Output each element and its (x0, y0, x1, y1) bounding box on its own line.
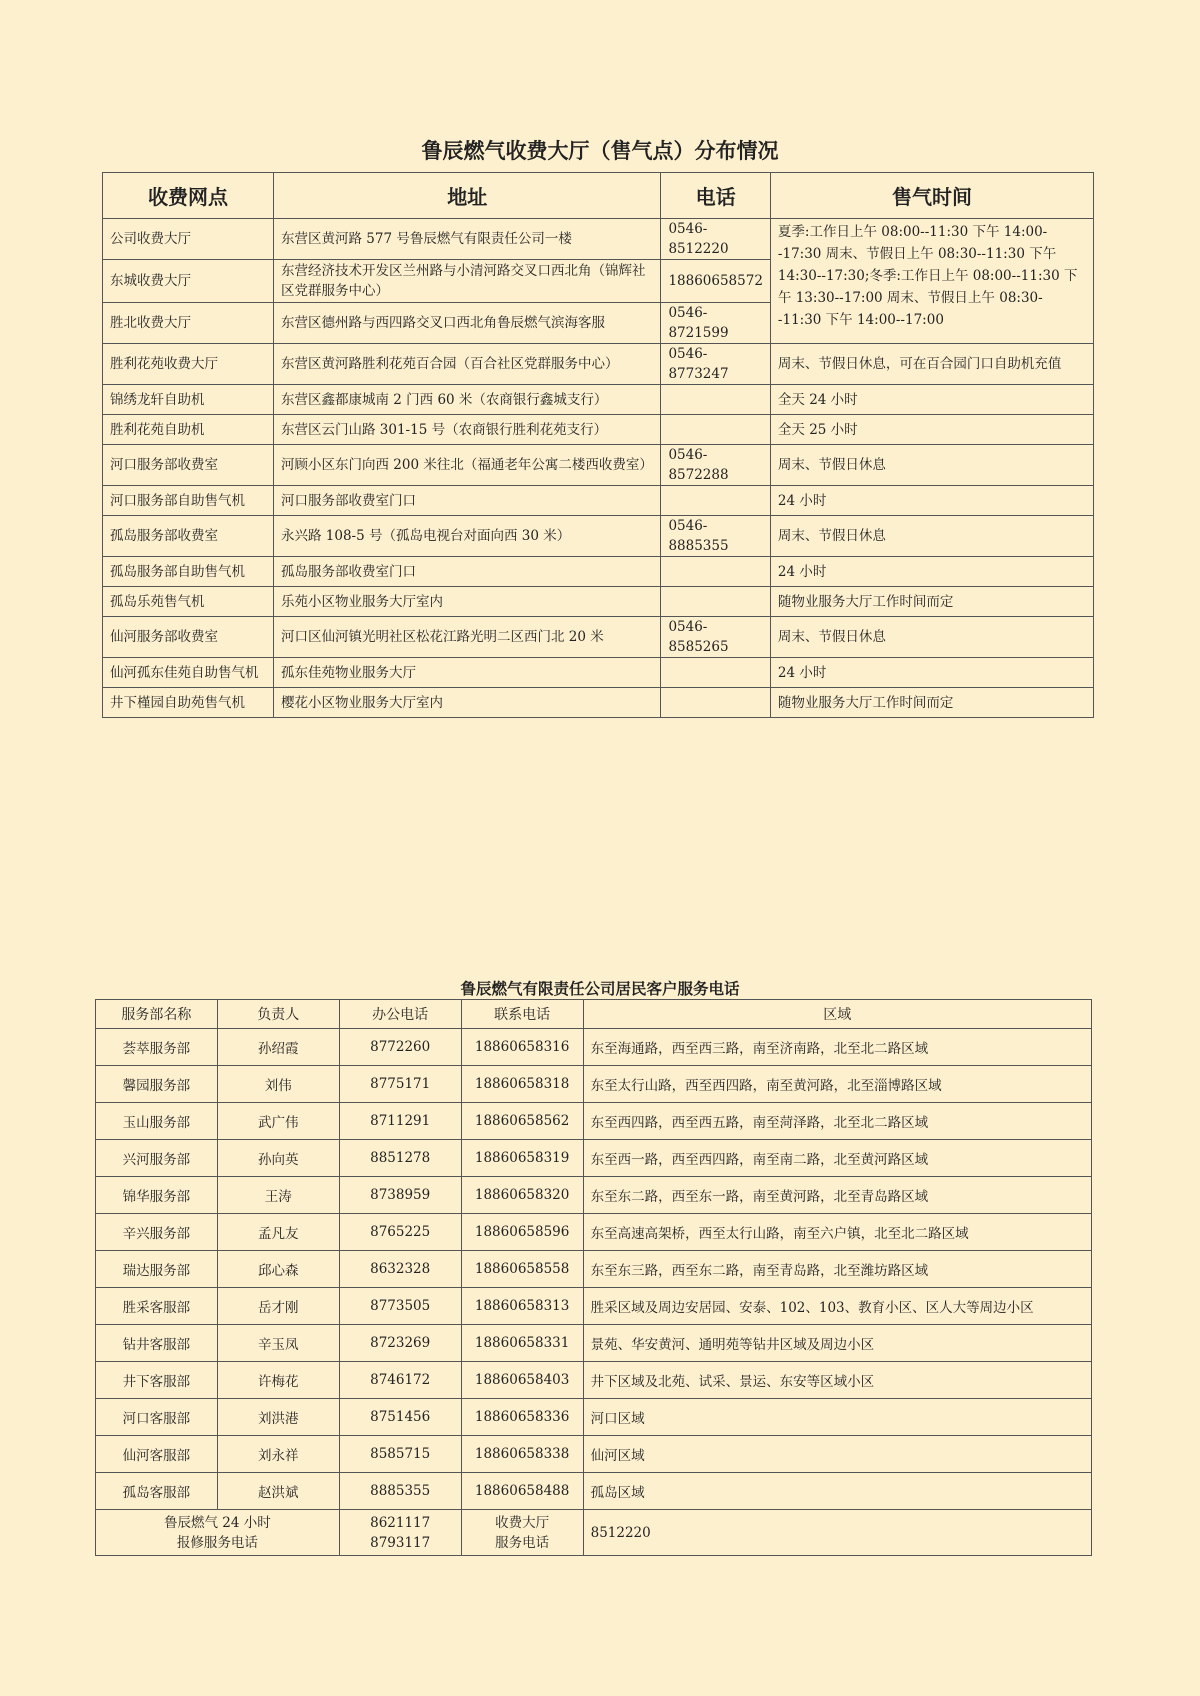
header-contact-phone: 联系电话 (461, 1000, 583, 1029)
repair-phone-1: 8621117 (370, 1514, 431, 1531)
manager-name: 武广伟 (217, 1103, 339, 1140)
manager-name: 刘永祥 (217, 1436, 339, 1473)
service-area: 景苑、华安黄河、通明苑等钻井区域及周边小区 (583, 1325, 1091, 1362)
outlet-address: 东营区云门山路 301-15 号（农商银行胜利花苑支行） (273, 415, 660, 445)
manager-name: 赵洪斌 (217, 1473, 339, 1510)
dept-name: 胜采客服部 (96, 1288, 218, 1325)
contact-phone: 18860658319 (461, 1140, 583, 1177)
service-header-row (96, 1000, 1092, 1029)
header-outlet: 收费网点 (103, 173, 274, 219)
table-row (96, 1325, 1092, 1362)
contact-phone: 18860658558 (461, 1251, 583, 1288)
table-row (96, 1177, 1092, 1214)
dept-name: 井下客服部 (96, 1362, 218, 1399)
dept-name: 钻井客服部 (96, 1325, 218, 1362)
service-area: 东至太行山路，西至西四路，南至黄河路，北至淄博路区域 (583, 1066, 1091, 1103)
service-area: 孤岛区域 (583, 1473, 1091, 1510)
manager-name: 许梅花 (217, 1362, 339, 1399)
office-phone: 8772260 (339, 1029, 461, 1066)
outlet-address: 孤东佳苑物业服务大厅 (273, 658, 660, 688)
manager-name: 孟凡友 (217, 1214, 339, 1251)
table-row (96, 1251, 1092, 1288)
contact-phone: 18860658318 (461, 1066, 583, 1103)
service-title: 鲁辰燃气有限责任公司居民客户服务电话 (460, 979, 740, 998)
outlet-phone: 0546-8721599 (661, 303, 770, 344)
outlet-hours: 全天 25 小时 (770, 415, 1093, 445)
dept-name: 馨园服务部 (96, 1066, 218, 1103)
outlet-address: 永兴路 108-5 号（孤岛电视台对面向西 30 米） (273, 516, 660, 557)
outlet-phone: 0546-8585265 (661, 617, 770, 658)
outlet-name: 胜北收费大厅 (103, 303, 274, 344)
outlet-phone: 0546-8885355 (661, 516, 770, 557)
contact-phone: 18860658338 (461, 1436, 583, 1473)
hall-phone: 8512220 (583, 1510, 1091, 1556)
outlet-hours: 周末、节假日休息 (770, 516, 1093, 557)
outlet-address: 河顾小区东门向西 200 米往北（福通老年公寓二楼西收费室） (273, 445, 660, 486)
office-phone: 8773505 (339, 1288, 461, 1325)
outlet-phone: 18860658572 (661, 260, 770, 303)
office-phone: 8585715 (339, 1436, 461, 1473)
service-area: 东至高速高架桥，西至太行山路，南至六户镇，北至北二路区域 (583, 1214, 1091, 1251)
manager-name: 刘伟 (217, 1066, 339, 1103)
dept-name: 瑞达服务部 (96, 1251, 218, 1288)
service-area: 井下区域及北苑、试采、景运、东安等区域小区 (583, 1362, 1091, 1399)
outlet-name: 河口服务部自助售气机 (103, 486, 274, 516)
outlet-name: 仙河孤东佳苑自助售气机 (103, 658, 274, 688)
office-phone: 8723269 (339, 1325, 461, 1362)
outlet-name: 东城收费大厅 (103, 260, 274, 303)
service-area: 东至西四路，西至西五路，南至菏泽路，北至北二路区域 (583, 1103, 1091, 1140)
service-area: 东至东二路，西至东一路，南至黄河路，北至青岛路区域 (583, 1177, 1091, 1214)
footer-row (96, 1510, 1092, 1556)
outlet-address: 河口区仙河镇光明社区松花江路光明二区西门北 20 米 (273, 617, 660, 658)
outlet-hours: 24 小时 (770, 486, 1093, 516)
outlet-phone: 0546-8572288 (661, 445, 770, 486)
outlet-hours: 全天 24 小时 (770, 385, 1093, 415)
header-dept: 服务部名称 (96, 1000, 218, 1029)
contact-phone: 18860658331 (461, 1325, 583, 1362)
contact-phone: 18860658488 (461, 1473, 583, 1510)
outlet-name: 孤岛服务部收费室 (103, 516, 274, 557)
outlet-name: 仙河服务部收费室 (103, 617, 274, 658)
outlet-phone (661, 415, 770, 445)
outlet-hours: 24 小时 (770, 557, 1093, 587)
outlet-address: 东营区鑫都康城南 2 门西 60 米（农商银行鑫城支行） (273, 385, 660, 415)
manager-name: 孙向英 (217, 1140, 339, 1177)
outlet-name: 胜利花苑收费大厅 (103, 344, 274, 385)
office-phone: 8765225 (339, 1214, 461, 1251)
hall-phone-label (461, 1510, 583, 1556)
contact-phone: 18860658403 (461, 1362, 583, 1399)
office-phone: 8632328 (339, 1251, 461, 1288)
table-row (96, 1066, 1092, 1103)
repair-hotline-label (96, 1510, 340, 1556)
outlets-table (102, 172, 1094, 718)
header-office-phone: 办公电话 (339, 1000, 461, 1029)
dept-name: 锦华服务部 (96, 1177, 218, 1214)
table-row (96, 1288, 1092, 1325)
outlet-phone: 0546-8512220 (661, 219, 770, 260)
contact-phone: 18860658336 (461, 1399, 583, 1436)
dept-name: 兴河服务部 (96, 1140, 218, 1177)
contact-phone: 18860658596 (461, 1214, 583, 1251)
outlet-phone (661, 385, 770, 415)
table-row (103, 219, 1094, 260)
outlet-shared-hours: 夏季:工作日上午 08:00--11:30 下午 14:00--17:30 周末、节假日上午 08:30--11:30 下午 14:30--17:30;冬季:工作日上午 08:00--11:30 下午 13:30--17:00 周末、节假日上午 08:30--11:30 下午 14:00--17:00 (770, 219, 1093, 344)
hall-label-line1: 收费大厅 (495, 1514, 550, 1531)
contact-phone: 18860658320 (461, 1177, 583, 1214)
header-phone: 电话 (661, 173, 770, 219)
outlet-address: 乐苑小区物业服务大厅室内 (273, 587, 660, 617)
contact-phone: 18860658313 (461, 1288, 583, 1325)
office-phone: 8738959 (339, 1177, 461, 1214)
outlet-hours: 周末、节假日休息 (770, 617, 1093, 658)
outlet-hours: 24 小时 (770, 658, 1093, 688)
outlet-phone (661, 658, 770, 688)
table-row (96, 1140, 1092, 1177)
outlet-name: 井下槿园自助苑售气机 (103, 688, 274, 718)
contact-phone: 18860658316 (461, 1029, 583, 1066)
contact-phone: 18860658562 (461, 1103, 583, 1140)
dept-name: 孤岛客服部 (96, 1473, 218, 1510)
manager-name: 岳才刚 (217, 1288, 339, 1325)
office-phone: 8751456 (339, 1399, 461, 1436)
outlet-address: 樱花小区物业服务大厅室内 (273, 688, 660, 718)
office-phone: 8775171 (339, 1066, 461, 1103)
manager-name: 辛玉凤 (217, 1325, 339, 1362)
service-area: 胜采区域及周边安居园、安泰、102、103、教育小区、区人大等周边小区 (583, 1288, 1091, 1325)
outlet-phone (661, 486, 770, 516)
manager-name: 刘洪港 (217, 1399, 339, 1436)
table-row (103, 344, 1094, 385)
table-row (96, 1362, 1092, 1399)
table-row (96, 1029, 1092, 1066)
service-area: 仙河区域 (583, 1436, 1091, 1473)
header-address: 地址 (273, 173, 660, 219)
outlet-name: 河口服务部收费室 (103, 445, 274, 486)
outlet-address: 东营区德州路与西四路交叉口西北角鲁辰燃气滨海客服 (273, 303, 660, 344)
service-area: 东至海通路，西至西三路，南至济南路，北至北二路区域 (583, 1029, 1091, 1066)
manager-name: 王涛 (217, 1177, 339, 1214)
outlet-hours: 周末、节假日休息 (770, 445, 1093, 486)
outlet-name: 锦绣龙轩自助机 (103, 385, 274, 415)
outlet-phone (661, 557, 770, 587)
outlet-hours: 随物业服务大厅工作时间而定 (770, 587, 1093, 617)
repair-label-line2: 报修服务电话 (176, 1534, 258, 1551)
table-row (96, 1103, 1092, 1140)
dept-name: 辛兴服务部 (96, 1214, 218, 1251)
manager-name: 孙绍霞 (217, 1029, 339, 1066)
outlets-title: 鲁辰燃气收费大厅（售气点）分布情况 (421, 138, 779, 163)
dept-name: 仙河客服部 (96, 1436, 218, 1473)
service-area: 东至东三路，西至东二路，南至青岛路，北至潍坊路区域 (583, 1251, 1091, 1288)
repair-phone-2: 8793117 (370, 1534, 431, 1551)
table-row (103, 516, 1094, 557)
outlet-address: 河口服务部收费室门口 (273, 486, 660, 516)
table-row (103, 445, 1094, 486)
outlet-hours: 随物业服务大厅工作时间而定 (770, 688, 1093, 718)
service-area: 东至西一路，西至西四路，南至南二路，北至黄河路区域 (583, 1140, 1091, 1177)
manager-name: 邱心森 (217, 1251, 339, 1288)
office-phone: 8711291 (339, 1103, 461, 1140)
outlet-name: 孤岛乐苑售气机 (103, 587, 274, 617)
table-row (103, 486, 1094, 516)
table-row (103, 587, 1094, 617)
office-phone: 8885355 (339, 1473, 461, 1510)
table-row (96, 1436, 1092, 1473)
service-table (95, 999, 1092, 1556)
outlet-address: 东营经济技术开发区兰州路与小清河路交叉口西北角（锦辉社区党群服务中心） (273, 260, 660, 303)
outlet-hours: 周末、节假日休息，可在百合园门口自助机充值 (770, 344, 1093, 385)
repair-label-line1: 鲁辰燃气 24 小时 (163, 1514, 271, 1531)
table-row (103, 617, 1094, 658)
table-row (103, 688, 1094, 718)
table-row (103, 658, 1094, 688)
hall-label-line2: 服务电话 (495, 1534, 550, 1551)
table-row (96, 1399, 1092, 1436)
dept-name: 河口客服部 (96, 1399, 218, 1436)
table-row (103, 415, 1094, 445)
table-row (96, 1214, 1092, 1251)
outlet-phone (661, 587, 770, 617)
header-hours: 售气时间 (770, 173, 1093, 219)
outlet-address: 孤岛服务部收费室门口 (273, 557, 660, 587)
outlet-address: 东营区黄河路胜利花苑百合园（百合社区党群服务中心） (273, 344, 660, 385)
table-row (103, 385, 1094, 415)
outlets-header-row (103, 173, 1094, 219)
header-manager: 负责人 (217, 1000, 339, 1029)
dept-name: 玉山服务部 (96, 1103, 218, 1140)
repair-phones (339, 1510, 461, 1556)
outlet-name: 胜利花苑自助机 (103, 415, 274, 445)
outlet-phone (661, 688, 770, 718)
office-phone: 8746172 (339, 1362, 461, 1399)
outlet-name: 孤岛服务部自助售气机 (103, 557, 274, 587)
service-area: 河口区域 (583, 1399, 1091, 1436)
outlet-phone: 0546-8773247 (661, 344, 770, 385)
header-area: 区域 (583, 1000, 1091, 1029)
table-row (103, 557, 1094, 587)
office-phone: 8851278 (339, 1140, 461, 1177)
dept-name: 荟萃服务部 (96, 1029, 218, 1066)
outlet-name: 公司收费大厅 (103, 219, 274, 260)
table-row (96, 1473, 1092, 1510)
outlet-address: 东营区黄河路 577 号鲁辰燃气有限责任公司一楼 (273, 219, 660, 260)
